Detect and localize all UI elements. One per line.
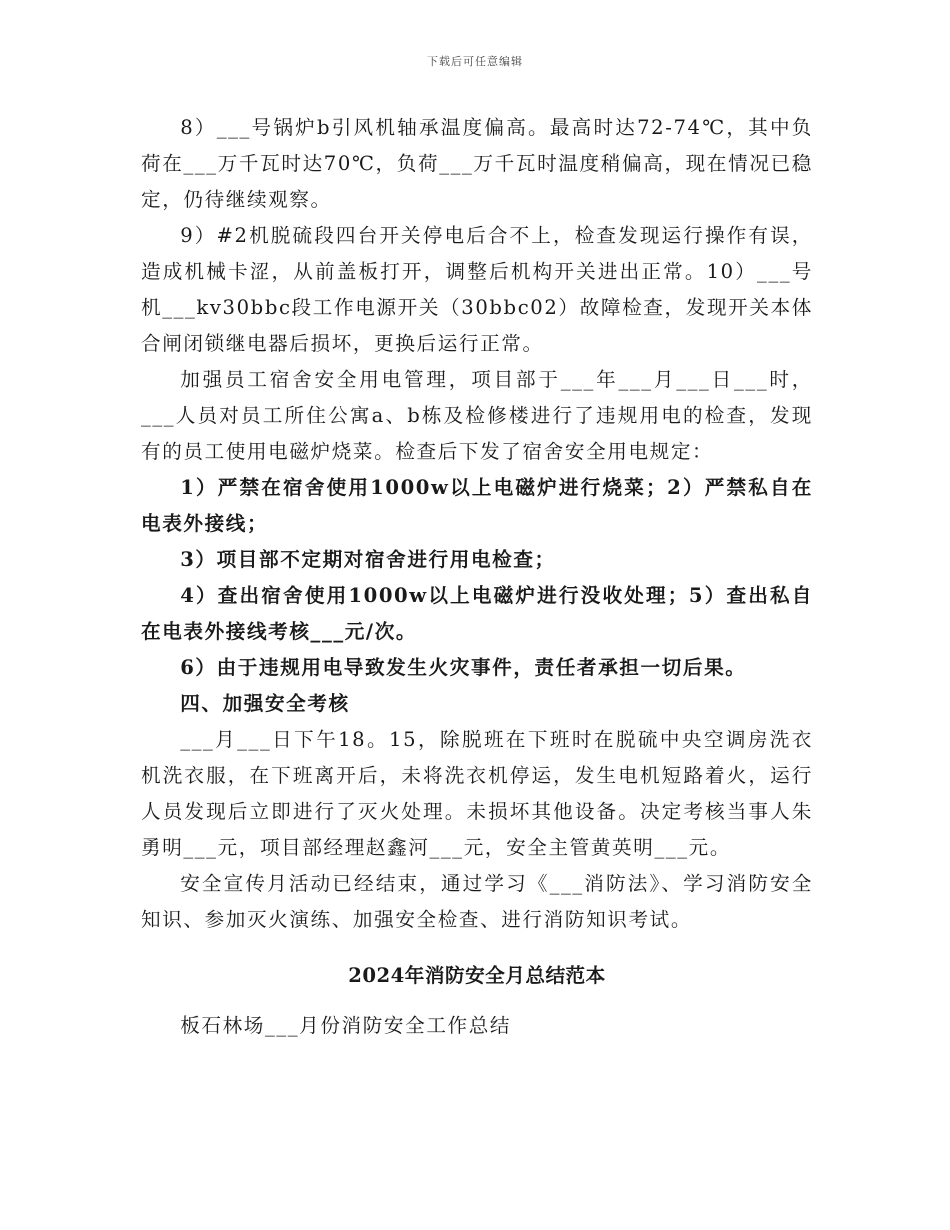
- rule-1-2: 1）严禁在宿舍使用1000w以上电磁炉进行烧菜；2）严禁私自在电表外接线；: [141, 476, 813, 535]
- rule-4-5: 4）查出宿舍使用1000w以上电磁炉进行没收处理；5）查出私自在电表外接线考核___元/次。: [141, 584, 813, 643]
- paragraph-item-9-10: 9）#2机脱硫段四台开关停电后合不上，检查发现运行操作有误，造成机械卡涩，从前盖板打开，调整后机构开关进出正常。10）___号机___kv30bbc段工作电源开关（30bbc02）故障检查，发现开关本体合闸闭锁继电器后损坏，更换后运行正常。: [141, 224, 813, 355]
- paragraph-safety-month: 安全宣传月活动已经结束，通过学习《___消防法》、学习消防安全知识、参加灭火演练、加强安全检查、进行消防知识考试。: [141, 872, 813, 931]
- paragraph-dorm-safety: 加强员工宿舍安全用电管理，项目部于___年___月___日___时，___人员对员工所住公寓a、b栋及检修楼进行了违规用电的检查，发现有的员工使用电磁炉烧菜。检查后下发了宿舍安全用电规定：: [141, 368, 813, 463]
- paragraph-closing: 板石林场___月份消防安全工作总结: [180, 1014, 512, 1037]
- document-title: 2024年消防安全月总结范本: [348, 964, 606, 987]
- rule-3: 3）项目部不定期对宿舍进行用电检查；: [180, 548, 556, 571]
- paragraph-item-8: 8）___号锅炉b引风机轴承温度偏高。最高时达72-74℃，其中负荷在___万千瓦时达70℃，负荷___万千瓦时温度稍偏高，现在情况已稳定，仍待继续观察。: [141, 116, 813, 211]
- paragraph-incident: ___月___日下午18。15，除脱班在下班时在脱硫中央空调房洗衣机洗衣服，在下班离开后，未将洗衣机停运，发生电机短路着火，运行人员发现后立即进行了灭火处理。未损坏其他设备。决定考核当事人朱勇明___元，项目部经理赵鑫河___元，安全主管黄英明___元。: [141, 728, 813, 859]
- document-body: [141, 110, 813, 1044]
- rule-6: 6）由于违规用电导致发生火灾事件，责任者承担一切后果。: [180, 656, 747, 679]
- section-heading-4: 四、加强安全考核: [180, 692, 350, 715]
- page-header: 下载后可任意编辑: [427, 55, 523, 68]
